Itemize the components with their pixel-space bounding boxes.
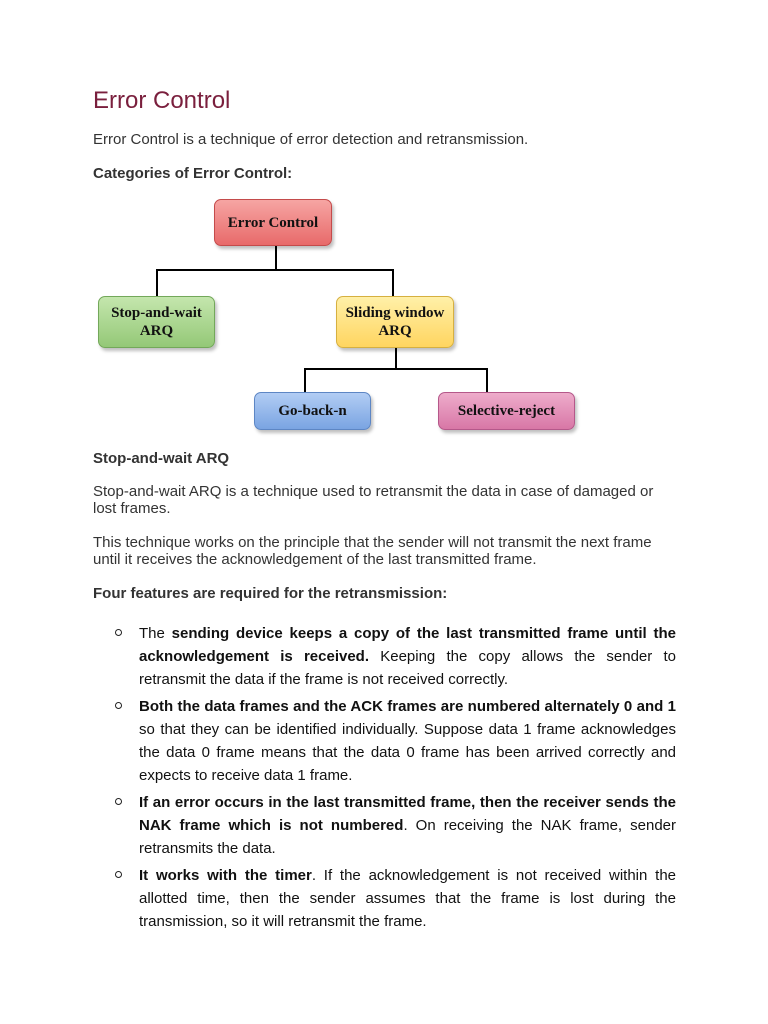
page-title: Error Control — [93, 87, 231, 114]
feature-2-bold: Both the data frames and the ACK frames are numbered alternately 0 and 1 — [139, 698, 676, 715]
bullet-circle-icon — [115, 871, 122, 878]
connector-to-stop-and-wait — [156, 269, 158, 296]
feature-4-bold: It works with the timer — [139, 867, 312, 884]
node-go-back-n — [254, 392, 371, 430]
features-heading: Four features are required for the retransmission: — [93, 585, 448, 602]
node-error-control-label: Error Control — [227, 214, 319, 231]
feature-3-rest: . On receiving the NAK frame, sender retransmits the data. — [139, 817, 676, 857]
node-stop-and-wait — [98, 296, 215, 348]
connector-level2-horizontal — [304, 368, 488, 370]
node-selective-reject — [438, 392, 575, 430]
feature-item — [93, 864, 676, 933]
connector-root-down — [275, 246, 277, 271]
node-selective-reject-label: Selective-reject — [457, 403, 556, 419]
bullet-circle-icon — [115, 629, 122, 636]
bullet-circle-icon — [115, 798, 122, 805]
section-heading: Stop-and-wait ARQ — [93, 450, 230, 467]
connector-level1-horizontal — [156, 269, 394, 271]
feature-3-bold: If an error occurs in the last transmitted frame, then the receiver sends the NAK frame which is not numbered — [139, 794, 676, 834]
bullet-circle-icon — [115, 702, 122, 709]
feature-item — [93, 695, 676, 787]
features-list — [93, 622, 676, 937]
error-control-diagram — [93, 195, 583, 440]
node-stop-and-wait-label: Stop-and-wait ARQ — [111, 305, 202, 339]
intro-paragraph: Error Control is a technique of error detection and retransmission. — [93, 131, 529, 148]
connector-to-go-back-n — [304, 368, 306, 392]
node-go-back-n-label: Go-back-n — [278, 403, 347, 419]
node-sliding-window-label: Sliding window ARQ — [345, 305, 445, 339]
feature-item — [93, 791, 676, 860]
categories-heading: Categories of Error Control: — [93, 165, 293, 182]
connector-to-sliding-window — [392, 269, 394, 296]
feature-1-bold: sending device keeps a copy of the last transmitted frame until the acknowledgement is received. — [139, 625, 676, 665]
paragraph-1: Stop-and-wait ARQ is a technique used to retransmit the data in case of damaged or lost frames. — [93, 483, 654, 517]
node-sliding-window — [336, 296, 454, 348]
feature-2-rest: so that they can be identified individually. Suppose data 1 frame acknowledges the data 0 frame means that the data 0 frame has been arrived correctly and expects to receive data 1 frame. — [139, 721, 676, 784]
connector-sliding-down — [395, 348, 397, 369]
feature-item — [93, 622, 676, 691]
connector-to-selective-reject — [486, 368, 488, 392]
feature-1-prefix: The — [139, 625, 172, 642]
paragraph-2: This technique works on the principle that the sender will not transmit the next frame until it receives the acknowledgement of the last transmitted frame. — [93, 534, 652, 568]
feature-4-rest: . If the acknowledgement is not received within the allotted time, then the sender assumes that the frame is lost during the transmission, so it will retransmit the frame. — [139, 867, 676, 930]
node-error-control — [214, 199, 332, 246]
feature-1-rest: Keeping the copy allows the sender to retransmit the data if the frame is not received correctly. — [139, 648, 676, 688]
